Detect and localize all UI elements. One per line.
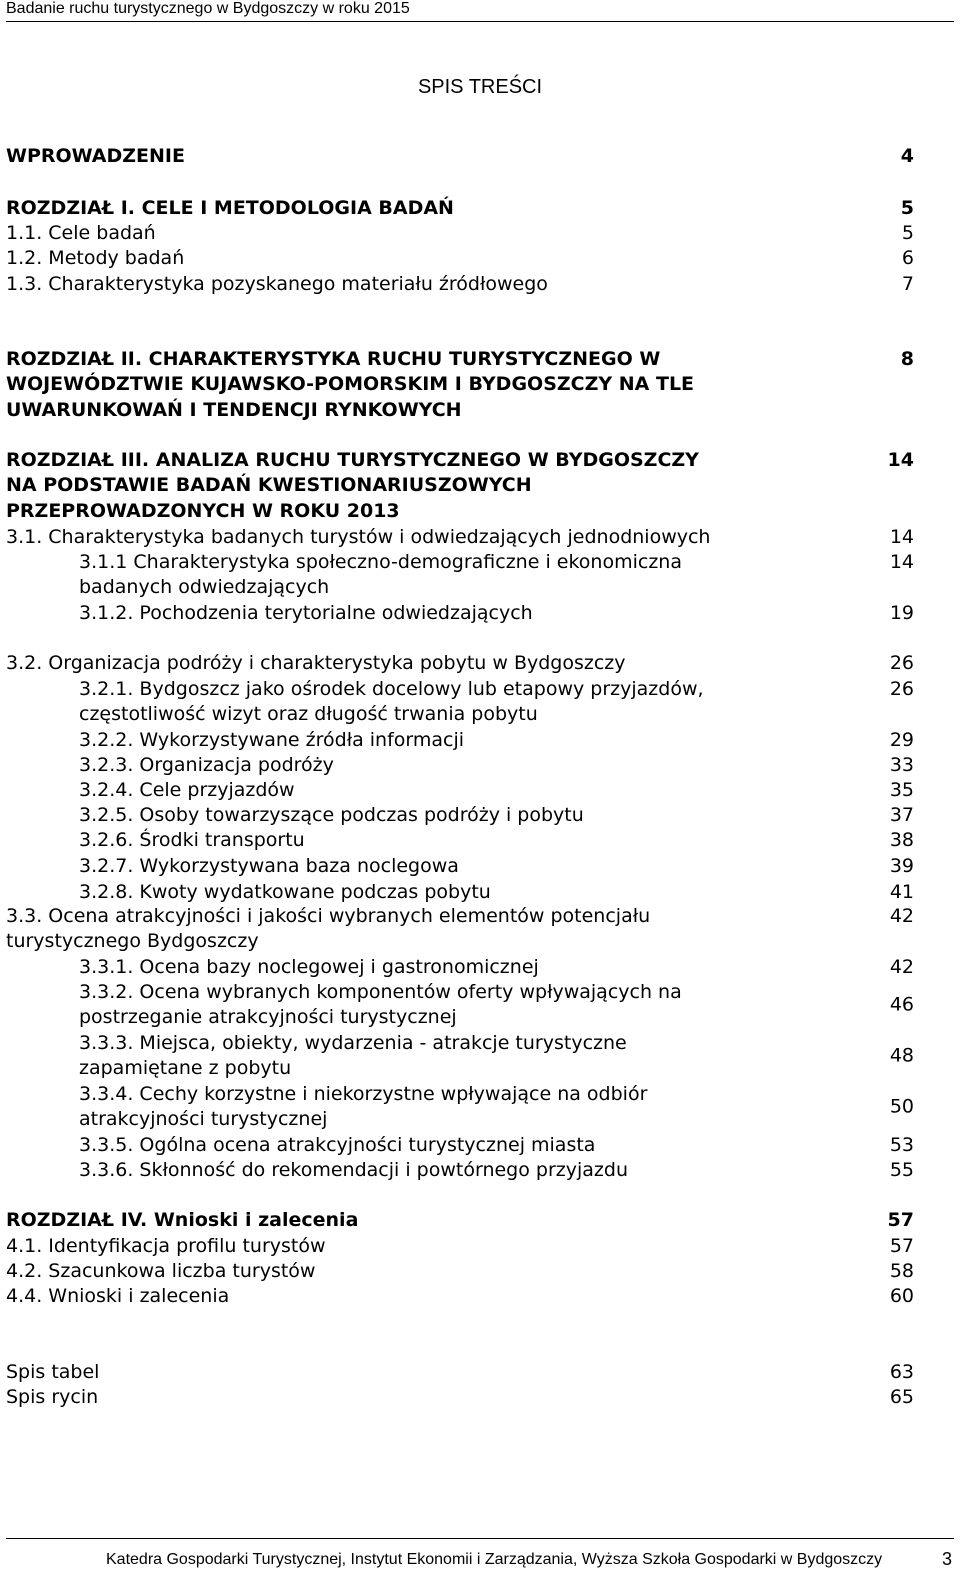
- toc-entry-page: 50: [889, 1095, 914, 1118]
- toc-entry: [0, 525, 960, 550]
- toc-entry-title: 3.1.2. Pochodzenia terytorialne odwiedzających: [79, 602, 533, 624]
- toc-entry-title: 3.2.8. Kwoty wydatkowane podczas pobytu: [79, 881, 491, 903]
- footer-page-number: 3: [941, 1549, 952, 1569]
- toc-entry-page: 7: [901, 273, 914, 295]
- toc-entry: [0, 1133, 960, 1158]
- toc-title: SPIS TREŚCI: [417, 76, 543, 98]
- toc-entry: [0, 778, 960, 803]
- toc-entry-title: 3.2.1. Bydgoszcz jako ośrodek docelowy lub etapowy przyjazdów, częstotliwość wizyt oraz długość trwania pobytu: [79, 678, 704, 726]
- toc-entry-page: 57: [887, 1209, 914, 1231]
- toc-entry: [0, 880, 960, 905]
- toc-entry: [0, 1208, 960, 1233]
- toc-entry-page: 19: [889, 602, 914, 624]
- toc-entry-title: 3.2.3. Organizacja podróży: [79, 754, 334, 776]
- toc-entry-page: 53: [889, 1134, 914, 1156]
- toc-entry: [0, 828, 960, 853]
- toc-entry-page: 6: [901, 247, 914, 269]
- toc-entry-title: 3.1.1 Charakterystyka społeczno-demograficzne i ekonomiczna badanych odwiedzających: [79, 551, 682, 599]
- toc-entry: [0, 1234, 960, 1259]
- toc-entry-title: ROZDZIAŁ III. ANALIZA RUCHU TURYSTYCZNEGO W BYDGOSZCZY NA PODSTAWIE BADAŃ KWESTIONARIUSZOWYCH PRZEPROWADZONYCH W ROKU 2013: [6, 449, 699, 522]
- toc-entry-page: 29: [889, 729, 914, 751]
- toc-entry-title: 3.2.5. Osoby towarzyszące podczas podróży i pobytu: [79, 804, 584, 826]
- toc-entry-page: 35: [889, 779, 914, 801]
- toc-entry: [0, 1385, 960, 1410]
- toc-entry: [0, 1082, 960, 1133]
- footer-text: Katedra Gospodarki Turystycznej, Instytut Ekonomii i Zarządzania, Wyższa Szkoła Gospodarki w Bydgoszczy: [106, 1551, 883, 1568]
- toc-entry-page: 5: [900, 197, 914, 219]
- toc-entry-page: 26: [889, 652, 914, 674]
- toc-entry: [0, 1284, 960, 1309]
- toc-entry-page: 37: [889, 804, 914, 826]
- toc-entry-title: 3.3.4. Cechy korzystne i niekorzystne wpływające na odbiór atrakcyjności turystycznej: [79, 1083, 648, 1131]
- toc-entry-title: 3.3.2. Ocena wybranych komponentów oferty wpływających na postrzeganie atrakcyjności turystycznej: [79, 981, 682, 1029]
- toc-entry: [0, 272, 960, 297]
- toc-entry-page: 4: [900, 145, 914, 167]
- toc-entry-title: 3.2.7. Wykorzystywana baza noclegowa: [79, 855, 459, 877]
- toc-entry: [0, 677, 960, 728]
- toc-entry: [0, 246, 960, 271]
- toc-entry-title: 3.2.4. Cele przyjazdów: [79, 779, 295, 801]
- toc-entry: [0, 601, 960, 626]
- toc-entry-page: 38: [889, 829, 914, 851]
- toc-entry: [0, 803, 960, 828]
- toc-entry-page: 14: [889, 551, 914, 573]
- toc-entry-page: 55: [889, 1159, 914, 1181]
- toc-entry: [0, 550, 960, 601]
- toc-entry-page: 42: [889, 905, 914, 927]
- toc-entry-title: 3.2.6. Środki transportu: [79, 829, 305, 851]
- toc-entry-page: 63: [889, 1361, 914, 1383]
- toc-entry: [0, 980, 960, 1031]
- toc-entry-title: ROZDZIAŁ II. CHARAKTERYSTYKA RUCHU TURYSTYCZNEGO W WOJEWÓDZTWIE KUJAWSKO-POMORSKIM I BYDGOSZCZY NA TLE UWARUNKOWAŃ I TENDENCJI RYNKOWYCH: [6, 348, 695, 421]
- toc-entry: [0, 955, 960, 980]
- toc-entry-page: 14: [889, 526, 914, 548]
- toc-entry-page: 42: [889, 956, 914, 978]
- header-title: Badanie ruchu turystycznego w Bydgoszczy w roku 2015: [6, 0, 410, 17]
- toc-entry-title: 3.2.2. Wykorzystywane źródła informacji: [79, 729, 465, 751]
- toc-entry: [0, 221, 960, 246]
- toc-entry-page: 48: [889, 1044, 914, 1067]
- toc-entry-page: 14: [887, 449, 914, 471]
- toc-entry-title: 3.3.3. Miejsca, obiekty, wydarzenia - atrakcje turystyczne zapamiętane z pobytu: [79, 1032, 627, 1080]
- toc-entry-title: 4.4. Wnioski i zalecenia: [6, 1285, 230, 1307]
- page-footer: [6, 1538, 954, 1576]
- toc-entry: [0, 196, 960, 221]
- toc-entry-title: 3.2. Organizacja podróży i charakterystyka pobytu w Bydgoszczy: [6, 652, 626, 674]
- toc-entry-title: 1.1. Cele badań: [6, 222, 156, 244]
- toc-entry-title: 3.3.6. Skłonność do rekomendacji i powtórnego przyjazdu: [79, 1159, 628, 1181]
- toc-entry-title: Spis rycin: [6, 1386, 99, 1408]
- toc-entry-title: 3.3. Ocena atrakcyjności i jakości wybranych elementów potencjału turystycznego Bydgoszczy: [6, 905, 651, 953]
- toc-entry: [0, 1259, 960, 1284]
- toc-entry: [0, 904, 960, 955]
- toc-entry: [0, 854, 960, 879]
- toc-entry: [0, 144, 960, 169]
- toc-entry-title: 1.3. Charakterystyka pozyskanego materiału źródłowego: [6, 273, 548, 295]
- toc-entry-title: ROZDZIAŁ IV. Wnioski i zalecenia: [6, 1209, 359, 1231]
- toc-entry-title: Spis tabel: [6, 1361, 100, 1383]
- toc-entry-title: 4.1. Identyfikacja profilu turystów: [6, 1235, 326, 1257]
- toc-entry-page: 26: [889, 678, 914, 700]
- toc-entry-page: 46: [889, 993, 914, 1016]
- toc-entry: [0, 753, 960, 778]
- toc-entry-page: 33: [889, 754, 914, 776]
- toc-entry: [0, 1031, 960, 1082]
- toc-entry: [0, 1360, 960, 1385]
- toc-entry: [0, 448, 960, 524]
- toc-entry-page: 60: [889, 1285, 914, 1307]
- toc-entry: [0, 728, 960, 753]
- toc-entry-title: 4.2. Szacunkowa liczba turystów: [6, 1260, 316, 1282]
- toc-entry-title: 3.3.5. Ogólna ocena atrakcyjności turystycznej miasta: [79, 1134, 596, 1156]
- toc-entry-page: 5: [901, 222, 914, 244]
- toc-entry: [0, 347, 960, 423]
- toc-entry-title: 3.3.1. Ocena bazy noclegowej i gastronomicznej: [79, 956, 539, 978]
- toc-entry: [0, 1158, 960, 1183]
- toc-entry-page: 39: [889, 855, 914, 877]
- toc-entry-title: 1.2. Metody badań: [6, 247, 185, 269]
- toc-entry-title: 3.1. Charakterystyka badanych turystów i odwiedzających jednodniowych: [6, 526, 711, 548]
- toc-entry-title: WPROWADZENIE: [6, 145, 185, 167]
- toc-entry-title: ROZDZIAŁ I. CELE I METODOLOGIA BADAŃ: [6, 197, 454, 219]
- toc-entry-page: 58: [889, 1260, 914, 1282]
- toc-entry-page: 41: [889, 881, 914, 903]
- page-header: [6, 0, 954, 22]
- toc-entry-page: 57: [889, 1235, 914, 1257]
- toc-entry: [0, 651, 960, 676]
- toc-entry-page: 65: [889, 1386, 914, 1408]
- toc-entry-page: 8: [900, 348, 914, 370]
